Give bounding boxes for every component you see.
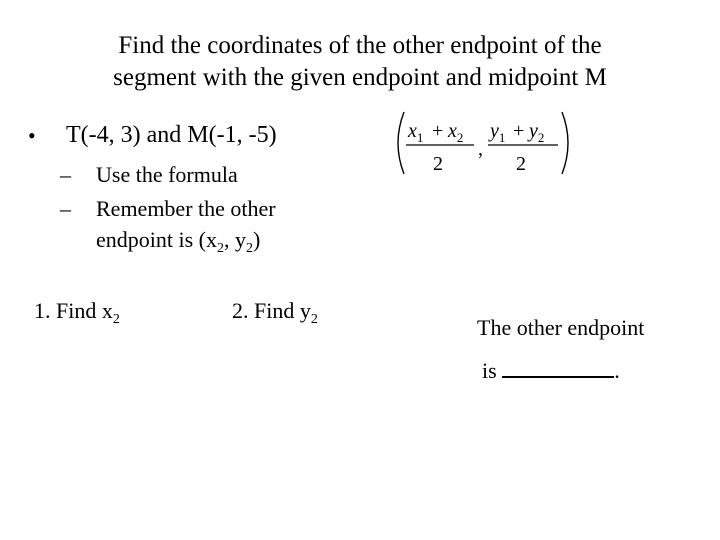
- formula-y1: $y_1$: [490, 120, 506, 145]
- formula-plus-2: +: [513, 120, 525, 142]
- formula-denominator-1: 2: [433, 153, 443, 175]
- step-find-y2: 2. Find $y_2$: [232, 298, 318, 327]
- formula-plus-1: +: [432, 120, 444, 142]
- formula-left-paren: [398, 112, 404, 174]
- formula-x1: $x_1$: [408, 120, 424, 145]
- formula-x2: $x_2$: [448, 120, 464, 145]
- sub-item-remember: Remember the other: [96, 196, 276, 221]
- slide-title: [0, 30, 720, 94]
- midpoint-formula: [392, 108, 574, 178]
- formula-denominator-2: 2: [516, 153, 526, 175]
- sub-item-dash-2: –: [60, 196, 71, 221]
- sub-item-dash-1: –: [60, 162, 71, 187]
- answer-line: is .: [482, 358, 620, 383]
- formula-right-paren: [562, 112, 568, 174]
- step-find-x2: 1. Find $x_2$: [34, 298, 120, 327]
- formula-comma: ,: [478, 138, 483, 160]
- answer-blank[interactable]: [502, 358, 614, 378]
- answer-label: The other endpoint: [477, 315, 645, 340]
- title-line-1: Find the coordinates of the other endpoint of the: [118, 32, 602, 59]
- given-points: T(-4, 3) and M(-1, -5): [66, 122, 277, 148]
- formula-y2: $y_2$: [529, 120, 545, 145]
- sub-item-endpoint-note: endpoint is ($x_2$, $y_2$): [96, 227, 261, 256]
- sub-item-use-formula: Use the formula: [96, 162, 238, 187]
- bullet-marker: •: [28, 123, 36, 148]
- title-line-2: segment with the given endpoint and midpoint M: [113, 64, 607, 91]
